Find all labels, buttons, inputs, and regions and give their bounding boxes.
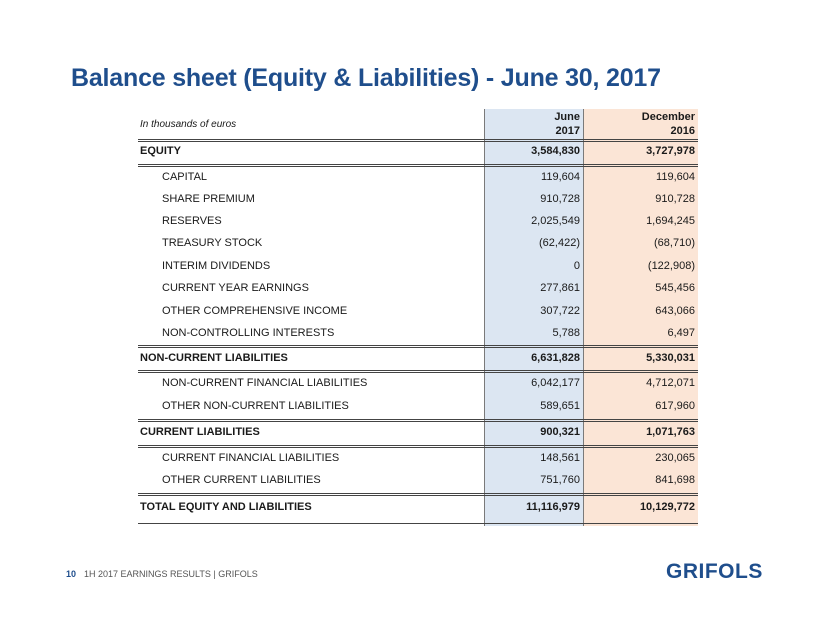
december-value: 3,727,978	[646, 145, 695, 157]
units-note: In thousands of euros	[140, 119, 237, 130]
row-label: OTHER NON-CURRENT LIABILITIES	[162, 400, 349, 412]
december-value: 643,066	[655, 305, 695, 317]
page-number: 10	[66, 569, 77, 579]
row-label: CURRENT YEAR EARNINGS	[162, 282, 309, 294]
row-label: CURRENT LIABILITIES	[140, 426, 260, 438]
december-value: 10,129,772	[639, 501, 695, 513]
row-label: RESERVES	[162, 215, 222, 227]
row-label: TOTAL EQUITY AND LIABILITIES	[140, 501, 312, 513]
grifols-logo: GRIFOLS	[666, 560, 763, 583]
december-value: 910,728	[655, 193, 695, 205]
row-label: NON-CURRENT FINANCIAL LIABILITIES	[162, 377, 368, 389]
row-label: CAPITAL	[162, 171, 208, 183]
december-value: 6,497	[667, 327, 695, 339]
row-rule	[138, 445, 698, 448]
row-label: CURRENT FINANCIAL LIABILITIES	[162, 452, 340, 464]
june-value: 2,025,549	[531, 215, 580, 227]
row-label: NON-CURRENT LIABILITIES	[140, 352, 288, 364]
june-value: 119,604	[541, 171, 580, 183]
col-june-year: 2017	[555, 125, 580, 137]
june-value: 11,116,979	[526, 501, 580, 513]
row-rule	[138, 345, 698, 348]
december-value: 1,071,763	[646, 426, 695, 438]
col-dec-year: 2016	[670, 125, 695, 137]
december-value: 230,065	[655, 452, 695, 464]
december-value: 841,698	[655, 474, 695, 486]
row-label: INTERIM DIVIDENDS	[162, 260, 271, 272]
december-value: 119,604	[656, 171, 695, 183]
footer	[66, 569, 258, 579]
header-rule	[138, 139, 698, 142]
row-rule	[138, 370, 698, 373]
december-value: 617,960	[655, 400, 695, 412]
footer-text: 1H 2017 EARNINGS RESULTS | GRIFOLS	[84, 569, 258, 579]
row-label: SHARE PREMIUM	[162, 193, 255, 205]
june-value: 0	[573, 260, 580, 272]
row-rule	[138, 419, 698, 422]
december-value: 4,712,071	[646, 377, 695, 389]
col-june-month: June	[554, 111, 580, 123]
row-rule	[138, 493, 698, 496]
column-divider	[583, 109, 584, 526]
row-label: EQUITY	[140, 145, 181, 157]
december-value: 1,694,245	[646, 215, 695, 227]
june-value: 900,321	[540, 426, 580, 438]
row-rule	[138, 164, 698, 167]
december-value: 545,456	[655, 282, 695, 294]
june-value: 3,584,830	[531, 145, 580, 157]
page-title: Balance sheet (Equity & Liabilities) - June 30, 2017	[71, 64, 661, 92]
col-dec-month: December	[641, 111, 695, 123]
june-value: 148,561	[540, 452, 580, 464]
december-value: (122,908)	[647, 260, 695, 272]
june-value: 910,728	[540, 193, 580, 205]
december-value: 5,330,031	[646, 352, 695, 364]
december-value: (68,710)	[654, 237, 695, 249]
row-label: NON-CONTROLLING INTERESTS	[162, 327, 335, 339]
row-label: TREASURY STOCK	[162, 237, 263, 249]
row-rule	[138, 523, 698, 524]
june-value: 589,651	[540, 400, 580, 412]
row-label: OTHER CURRENT LIABILITIES	[162, 474, 321, 486]
june-value: (62,422)	[539, 237, 580, 249]
june-value: 6,042,177	[531, 377, 580, 389]
june-value: 6,631,828	[531, 352, 580, 364]
june-value: 5,788	[552, 327, 580, 339]
june-value: 751,760	[540, 474, 580, 486]
june-value: 277,861	[540, 282, 580, 294]
row-label: OTHER COMPREHENSIVE INCOME	[162, 305, 348, 317]
june-value: 307,722	[540, 305, 580, 317]
